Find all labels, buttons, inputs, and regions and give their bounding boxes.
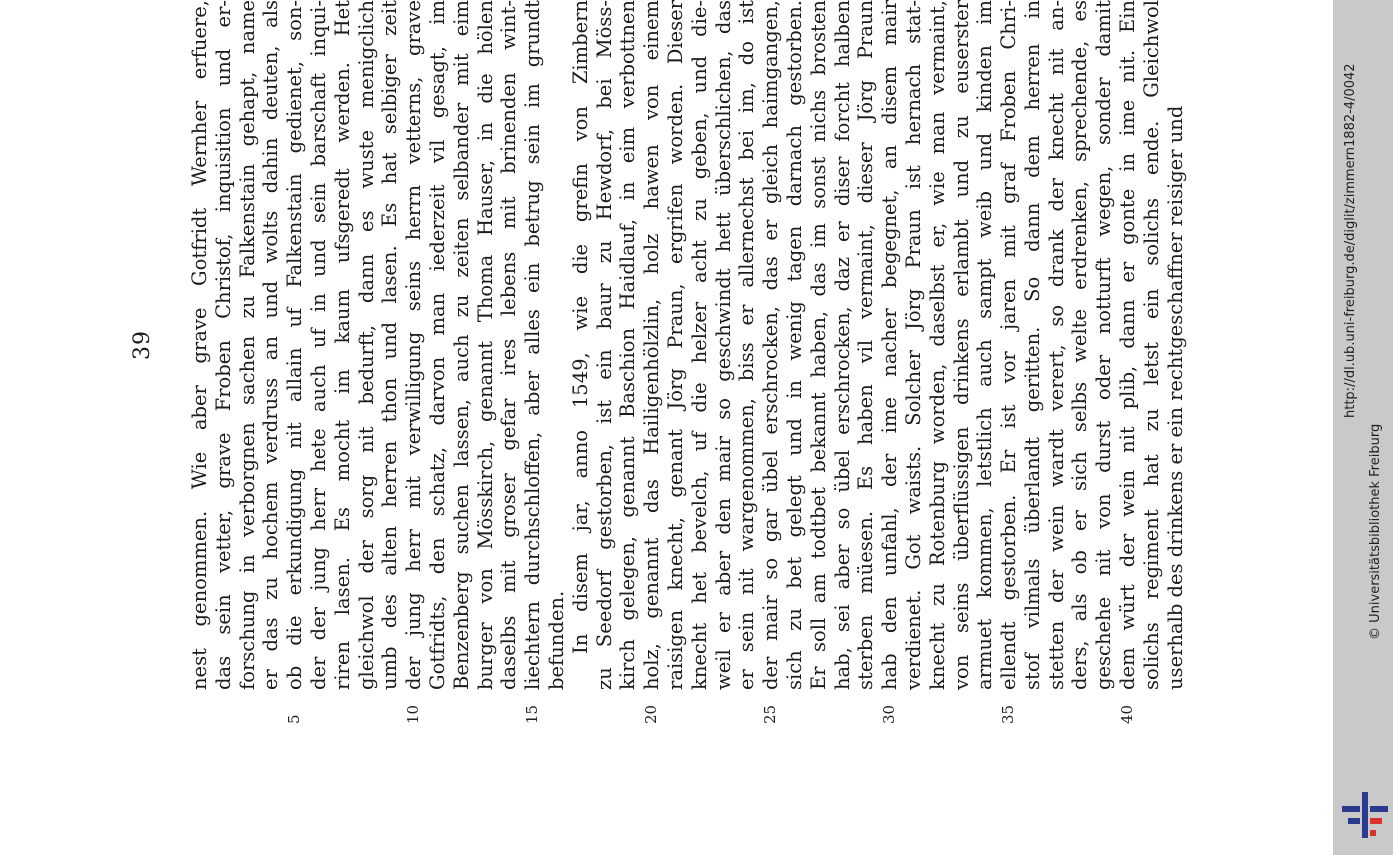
text-line [331,0,355,690]
text-line [997,0,1021,724]
source-url[interactable]: http://dl.ub.uni-freiburg.de/diglit/zimmern1882-4/0042 [1343,63,1358,418]
line-text: knecht zu Rotenburg worden, daselbst er, wie man vermaint, [925,0,949,690]
line-text: stof vilmals überlandt geritten. So dann dem herren in [1020,0,1044,690]
line-text: befunden. [544,590,568,690]
line-text: hab, sei aber so übel erschrocken, daz er diser forcht halben [830,0,854,690]
line-text: holz, genannt das Hailigenhölzlin, holz hawen von einem [640,0,664,690]
text-line [1116,0,1140,724]
text-line [783,0,807,690]
line-text: umb des alten herren thon und lasen. Es hat selbiger zeit [378,0,402,690]
line-text: solichs regiment hat zu letst ein solichs ende. Gleichwol [1139,0,1163,690]
text-line [236,0,260,690]
line-text: ellendt gestorben. Er ist vor jaren mit graf Froben Chri- [997,0,1021,690]
line-text: nest genommen. Wie aber grave Gotfridt Wernher erfuere, [188,0,211,690]
text-line [1164,0,1188,690]
text-line [259,0,283,690]
line-text: Benzenberg suchen lassen, auch zu zeiten selbander mit eim [449,0,473,690]
line-text: weil er aber den mair so geschwindt hett überschlichen, das [711,0,735,690]
text-line [355,0,379,690]
line-text: hab den unfahl, der ime nacher begegnet, an disem mair [878,0,902,690]
line-text: verdienet. Got waists. Solcher Jörg Praun ist hernach stat- [901,0,925,690]
line-text: ders, als ob er sich selbs welte erdrenken, sprechende, es [1068,0,1092,690]
library-logo-icon [1340,790,1390,840]
text-line [712,0,736,690]
text-line [307,0,331,690]
text-line [688,0,712,690]
text-line [902,0,926,690]
line-number: 15 [523,704,542,724]
line-text: kirch gelegen, genannt Baschion Haidlauf, in eim verbottnen [616,0,640,690]
line-text: In disem jar, anno 1549, wie die grefin von Zimbern [568,0,592,654]
text-line [474,0,498,690]
text-line [973,0,997,690]
text-line [497,0,521,690]
text-line [759,0,783,724]
line-number: 25 [761,704,780,724]
line-text: sterben müesen. Es haben vil vermaint, dieser Jörg Praun [854,0,878,690]
text-line [450,0,474,690]
text-line [878,0,902,724]
text-line [545,0,569,690]
text-line [926,0,950,690]
line-number: 5 [285,714,304,724]
text-line [521,0,545,724]
text-line [831,0,855,690]
text-lines [188,0,1187,724]
text-line [402,0,426,724]
line-text: der mair so gar übel erschrocken, das er gleich haimgangen, [759,0,783,690]
text-line [283,0,307,724]
rotated-text-block [130,0,1190,724]
text-line [664,0,688,690]
line-text: zu Seedorf gestorben, ist ein baur zu Hewdorf, bei Möss- [592,0,616,690]
line-text: Er soll am todtbet bekannt haben, das im sonst nichs brosten [806,0,830,690]
copyright-notice: © Universitätsbibliothek Freiburg [1368,423,1383,640]
line-number: 20 [642,704,661,724]
line-text: der jung herr mit verwilligung seins herrn vetterns, grave [402,0,426,690]
line-text: er das zu hochem verdruss an und wolts dahin deuten, als [259,0,283,690]
text-line [1068,0,1092,690]
line-number: 40 [1118,704,1137,724]
library-sidebar [1333,0,1393,855]
line-text: sich zu bet gelegt und in wenig tagen darnach gestorben. [782,0,806,690]
text-line [593,0,617,690]
line-text: Gotfridts, den schatz, darvon man iederzeit vil gesagt, im [425,0,449,690]
line-text: gleichwol der sorg nit bedurft, dann es wuste menigclich [354,0,378,690]
text-line [426,0,450,690]
text-line [1045,0,1069,690]
text-line [1092,0,1116,690]
text-line [1140,0,1164,690]
text-line [807,0,831,690]
line-text: riren lasen. Es mocht im kaum ufsgeredt werden. Het [330,0,354,690]
line-number: 10 [404,704,423,724]
line-text: das sein vetter, grave Froben Christof, inquisition und er- [211,0,235,690]
line-text: daselbs mit groser gefar ires lebens mit brinenden wint- [497,0,521,690]
text-line [640,0,664,724]
text-line [569,0,593,690]
line-text: stetten der wein wardt verert, so drank der knecht nit an- [1044,0,1068,690]
text-line [212,0,236,690]
text-line [378,0,402,690]
line-text: burger von Mösskirch, genannt Thoma Hauser, in die hölen [473,0,497,690]
line-text: dem würt der wein nit plib, dann er gonte in ime nit. Ein [1116,0,1140,690]
line-text: armuet kommen, letstlich auch sampt weib und kinden im [973,0,997,690]
text-line [1021,0,1045,690]
line-text: raisigen knecht, genant Jörg Praun, ergrifen worden. Dieser [663,0,687,690]
line-text: userhalb des drinkens er ein rechtgeschaffner reisiger und [1163,105,1187,690]
line-text: ob die erkundigung nit allain uf Falkenstain gedienet, son- [283,0,307,690]
text-line [188,0,212,690]
text-line [616,0,640,690]
text-line [950,0,974,690]
text-line [735,0,759,690]
text-line [854,0,878,690]
page-number: 39 [130,330,155,360]
line-text: geschehe nit von durst oder notturft wegen, sonder damit [1092,0,1116,690]
line-number: 30 [880,704,899,724]
line-text: der der jung herr hete auch uf in und sein barschaft inqui- [306,0,330,690]
line-text: liechtern durchschloffen, aber alles ein betrug sein im grundt [521,0,545,690]
line-text: knecht het bevelch, uf die helzer acht zu geben, und die- [687,0,711,690]
line-text: er sein nit wargenommen, biss er allernechst bei im, do ist [735,0,759,690]
line-number: 35 [999,704,1018,724]
line-text: forschung in verborgnen sachen zu Falkenstain gehapt, name [235,0,259,690]
line-text: von seins überflüssigen drinkens erlambt und zu euserster [949,0,973,690]
